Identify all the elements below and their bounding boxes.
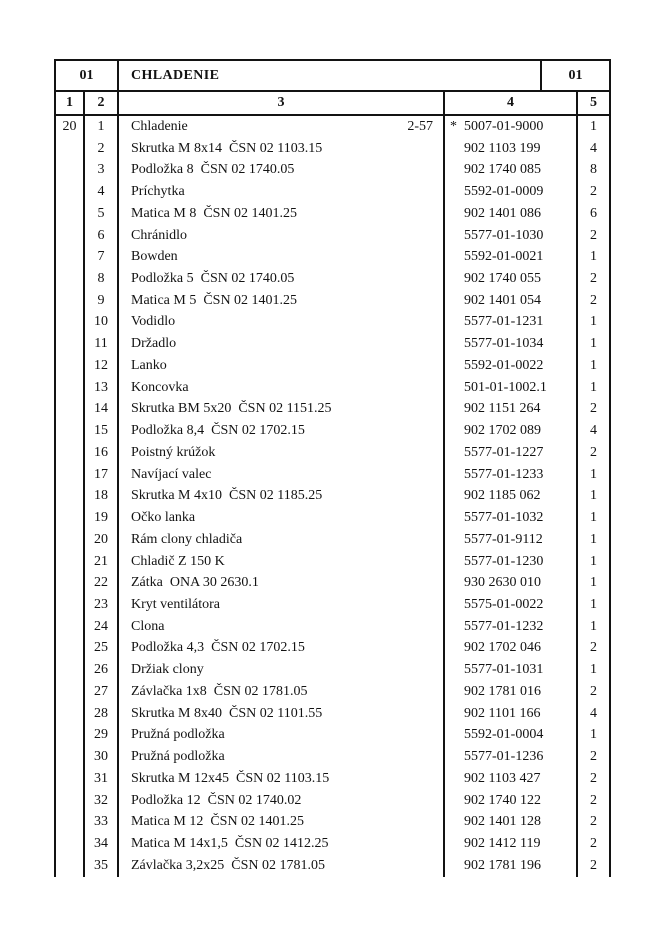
cell-part-number xyxy=(445,159,578,181)
cell-group-number: 20 xyxy=(56,116,85,138)
column-header-row xyxy=(54,92,611,116)
cell-description xyxy=(119,442,445,464)
cell-quantity: 4 xyxy=(590,423,597,439)
cell-group-number xyxy=(56,594,85,616)
cell-part-number xyxy=(445,246,578,268)
cell-description xyxy=(119,725,445,747)
cell-group-number xyxy=(56,725,85,747)
table-row xyxy=(56,812,609,834)
part-number: 902 1401 086 xyxy=(464,205,541,221)
cell-group-number xyxy=(56,572,85,594)
table-row xyxy=(56,768,609,790)
cell-item-number: 24 xyxy=(85,616,119,638)
column-header-1: 1 xyxy=(56,92,85,114)
cell-part-number xyxy=(445,203,578,225)
table-row xyxy=(56,594,609,616)
table-row xyxy=(56,572,609,594)
cell-description xyxy=(119,485,445,507)
cell-group-number xyxy=(56,681,85,703)
part-number: 5592-01-0021 xyxy=(464,249,544,265)
cell-group-number xyxy=(56,464,85,486)
table-row xyxy=(56,485,609,507)
cell-item-number: 17 xyxy=(85,464,119,486)
table-row xyxy=(56,290,609,312)
part-description: Skrutka BM 5x20 ČSN 02 1151.25 xyxy=(131,401,332,417)
part-number: 902 1781 016 xyxy=(464,683,541,699)
part-description: Vodidlo xyxy=(131,314,176,330)
cell-quantity: 2 xyxy=(590,184,597,200)
table-row xyxy=(56,746,609,768)
part-description: Pružná podložka xyxy=(131,749,225,765)
cell-part-number xyxy=(445,420,578,442)
part-number: 902 1151 264 xyxy=(464,401,541,417)
table-row xyxy=(56,268,609,290)
part-number: 5592-01-0022 xyxy=(464,357,544,373)
part-description: Pružná podložka xyxy=(131,727,225,743)
cell-part-number xyxy=(445,312,578,334)
cell-item-number: 7 xyxy=(85,246,119,268)
cell-quantity: 1 xyxy=(590,357,597,373)
cell-part-number xyxy=(445,833,578,855)
part-number: 930 2630 010 xyxy=(464,575,541,591)
cell-item-number: 22 xyxy=(85,572,119,594)
part-number: 5577-01-1233 xyxy=(464,466,544,482)
part-description: Skrutka M 12x45 ČSN 02 1103.15 xyxy=(131,770,330,786)
cell-part-number xyxy=(445,116,578,138)
part-number: 5007-01-9000 xyxy=(464,118,544,134)
cell-quantity: 4 xyxy=(590,140,597,156)
cell-description xyxy=(119,703,445,725)
column-header-2: 2 xyxy=(85,92,119,114)
table-row xyxy=(56,638,609,660)
part-number: 902 1412 119 xyxy=(464,836,541,852)
cell-description xyxy=(119,181,445,203)
part-description: Podložka 8 ČSN 02 1740.05 xyxy=(131,162,295,178)
part-description: Matica M 12 ČSN 02 1401.25 xyxy=(131,814,305,830)
cell-description xyxy=(119,855,445,877)
cell-quantity: 2 xyxy=(590,857,597,873)
cell-description xyxy=(119,333,445,355)
cell-part-number xyxy=(445,290,578,312)
cell-group-number xyxy=(56,420,85,442)
part-description: Závlačka 1x8 ČSN 02 1781.05 xyxy=(131,683,308,699)
part-description: Navíjací valec xyxy=(131,466,212,482)
table-row xyxy=(56,855,609,877)
cell-description xyxy=(119,681,445,703)
table-row xyxy=(56,377,609,399)
cell-group-number xyxy=(56,399,85,421)
cell-description xyxy=(119,159,445,181)
cell-description xyxy=(119,594,445,616)
part-number: 902 1740 055 xyxy=(464,271,541,286)
cell-quantity: 1 xyxy=(590,510,597,526)
cell-item-number: 29 xyxy=(85,725,119,747)
table-row xyxy=(56,246,609,268)
cell-part-number xyxy=(445,181,578,203)
cell-quantity: 2 xyxy=(590,814,597,830)
part-description: Lanko xyxy=(131,357,167,373)
cell-part-number xyxy=(445,464,578,486)
cell-item-number: 27 xyxy=(85,681,119,703)
cell-quantity: 1 xyxy=(590,575,597,591)
part-number: 5577-01-9112 xyxy=(464,531,543,547)
cell-group-number xyxy=(56,659,85,681)
cell-description xyxy=(119,616,445,638)
cell-quantity: 8 xyxy=(590,162,597,178)
page-code-right: 01 xyxy=(568,67,583,83)
cell-description xyxy=(119,246,445,268)
part-description: Závlačka 3,2x25 ČSN 02 1781.05 xyxy=(131,857,326,873)
cell-group-number xyxy=(56,246,85,268)
cell-item-number: 3 xyxy=(85,159,119,181)
table-row xyxy=(56,659,609,681)
table-row xyxy=(56,616,609,638)
cell-group-number xyxy=(56,181,85,203)
cell-group-number xyxy=(56,355,85,377)
cell-part-number xyxy=(445,551,578,573)
cell-description xyxy=(119,420,445,442)
cell-part-number xyxy=(445,681,578,703)
cell-description xyxy=(119,203,445,225)
part-number: 902 1702 046 xyxy=(464,640,541,656)
cell-item-number: 9 xyxy=(85,290,119,312)
cell-item-number: 30 xyxy=(85,746,119,768)
part-number: 5592-01-0009 xyxy=(464,184,544,200)
cell-part-number xyxy=(445,703,578,725)
part-number: 902 1185 062 xyxy=(464,488,541,504)
cell-description xyxy=(119,638,445,660)
table-row xyxy=(56,116,609,138)
cell-group-number xyxy=(56,442,85,464)
cell-item-number: 16 xyxy=(85,442,119,464)
cell-quantity: 1 xyxy=(590,597,597,613)
cell-description xyxy=(119,290,445,312)
cell-group-number xyxy=(56,138,85,160)
cell-item-number: 13 xyxy=(85,377,119,399)
cell-group-number xyxy=(56,638,85,660)
cell-quantity: 1 xyxy=(590,379,597,395)
part-description: Matica M 14x1,5 ČSN 02 1412.25 xyxy=(131,836,329,852)
table-row xyxy=(56,355,609,377)
part-description: Podložka 5 ČSN 02 1740.05 xyxy=(131,271,295,286)
cell-item-number: 8 xyxy=(85,268,119,290)
column-header-4: 4 xyxy=(445,92,578,114)
cell-quantity: 1 xyxy=(590,662,597,678)
cell-group-number xyxy=(56,485,85,507)
table-row xyxy=(56,138,609,160)
cell-quantity: 6 xyxy=(590,205,597,221)
part-number: 902 1702 089 xyxy=(464,423,541,439)
table-row xyxy=(56,551,609,573)
part-number: 5592-01-0004 xyxy=(464,727,544,743)
cell-item-number: 32 xyxy=(85,790,119,812)
cell-quantity: 1 xyxy=(590,553,597,569)
cell-item-number: 35 xyxy=(85,855,119,877)
cell-part-number xyxy=(445,485,578,507)
cell-description xyxy=(119,225,445,247)
cell-description xyxy=(119,529,445,551)
cell-description xyxy=(119,768,445,790)
cell-group-number xyxy=(56,746,85,768)
cell-quantity: 2 xyxy=(590,271,597,286)
part-description: Matica M 8 ČSN 02 1401.25 xyxy=(131,205,298,221)
cell-item-number: 19 xyxy=(85,507,119,529)
cell-description xyxy=(119,116,445,138)
part-description: Skrutka M 4x10 ČSN 02 1185.25 xyxy=(131,488,323,504)
part-number: 5577-01-1230 xyxy=(464,553,544,569)
cell-quantity: 1 xyxy=(590,249,597,265)
table-row xyxy=(56,399,609,421)
part-number: 902 1740 122 xyxy=(464,792,541,808)
cell-group-number xyxy=(56,377,85,399)
table-row xyxy=(56,225,609,247)
part-number: 902 1103 427 xyxy=(464,770,541,786)
cell-part-number xyxy=(445,746,578,768)
table-row xyxy=(56,681,609,703)
cell-item-number: 14 xyxy=(85,399,119,421)
cell-quantity: 2 xyxy=(590,770,597,786)
cell-group-number xyxy=(56,812,85,834)
cell-group-number xyxy=(56,268,85,290)
cell-part-number xyxy=(445,855,578,877)
cell-description xyxy=(119,138,445,160)
cell-part-number xyxy=(445,616,578,638)
part-number: 5577-01-1031 xyxy=(464,662,544,678)
cell-quantity: 1 xyxy=(590,488,597,504)
cell-quantity: 2 xyxy=(590,227,597,243)
cell-part-number xyxy=(445,594,578,616)
column-header-3: 3 xyxy=(119,92,445,114)
cell-quantity: 2 xyxy=(590,292,597,308)
cell-item-number: 1 xyxy=(85,116,119,138)
asterisk-marker: * xyxy=(450,118,457,134)
part-number: 5577-01-1232 xyxy=(464,618,544,634)
cell-item-number: 26 xyxy=(85,659,119,681)
table-row xyxy=(56,420,609,442)
cell-item-number: 15 xyxy=(85,420,119,442)
part-description: Skrutka M 8x40 ČSN 02 1101.55 xyxy=(131,705,323,721)
part-description: Poistný krúžok xyxy=(131,444,216,460)
part-description: Chladenie xyxy=(131,118,188,134)
part-number: 5577-01-1236 xyxy=(464,749,544,765)
cell-quantity: 1 xyxy=(590,531,597,547)
part-number: 5577-01-1231 xyxy=(464,314,544,330)
cell-item-number: 28 xyxy=(85,703,119,725)
part-number: 5577-01-1034 xyxy=(464,336,544,352)
part-number: 5577-01-1032 xyxy=(464,510,544,526)
part-number: 902 1103 199 xyxy=(464,140,541,156)
cell-item-number: 18 xyxy=(85,485,119,507)
cell-part-number xyxy=(445,225,578,247)
cell-part-number xyxy=(445,725,578,747)
cell-part-number xyxy=(445,399,578,421)
cell-part-number xyxy=(445,138,578,160)
table-row xyxy=(56,159,609,181)
part-description: Podložka 12 ČSN 02 1740.02 xyxy=(131,792,302,808)
part-description: Chránidlo xyxy=(131,227,187,243)
cell-quantity: 2 xyxy=(590,401,597,417)
cell-item-number: 33 xyxy=(85,812,119,834)
cell-quantity: 1 xyxy=(590,727,597,743)
cell-part-number xyxy=(445,529,578,551)
cell-group-number xyxy=(56,833,85,855)
part-description: Skrutka M 8x14 ČSN 02 1103.15 xyxy=(131,140,323,156)
cell-quantity: 1 xyxy=(590,118,597,134)
table-row xyxy=(56,442,609,464)
part-description: Držiak clony xyxy=(131,662,204,678)
cell-description xyxy=(119,312,445,334)
cell-part-number xyxy=(445,768,578,790)
cell-description xyxy=(119,399,445,421)
part-number: 501-01-1002.1 xyxy=(464,379,547,395)
cell-quantity: 2 xyxy=(590,749,597,765)
part-description: Príchytka xyxy=(131,184,185,200)
part-description: Clona xyxy=(131,618,165,634)
cell-item-number: 6 xyxy=(85,225,119,247)
part-number: 5577-01-1227 xyxy=(464,444,544,460)
cell-group-number xyxy=(56,616,85,638)
cell-quantity: 2 xyxy=(590,792,597,808)
cell-item-number: 34 xyxy=(85,833,119,855)
cell-part-number xyxy=(445,638,578,660)
cell-description xyxy=(119,659,445,681)
cell-part-number xyxy=(445,333,578,355)
table-row xyxy=(56,312,609,334)
part-number: 902 1401 128 xyxy=(464,814,541,830)
cell-group-number xyxy=(56,312,85,334)
table-row xyxy=(56,703,609,725)
part-description: Očko lanka xyxy=(131,510,196,526)
part-description: Podložka 4,3 ČSN 02 1702.15 xyxy=(131,640,305,656)
cell-description xyxy=(119,790,445,812)
cell-description xyxy=(119,833,445,855)
cell-description xyxy=(119,812,445,834)
cell-item-number: 12 xyxy=(85,355,119,377)
cell-description xyxy=(119,551,445,573)
cell-group-number xyxy=(56,225,85,247)
table-row xyxy=(56,464,609,486)
cell-group-number xyxy=(56,855,85,877)
cell-item-number: 2 xyxy=(85,138,119,160)
part-number: 902 1401 054 xyxy=(464,292,541,308)
cell-group-number xyxy=(56,290,85,312)
part-number: 5577-01-1030 xyxy=(464,227,544,243)
cell-quantity: 4 xyxy=(590,705,597,721)
cell-group-number xyxy=(56,703,85,725)
cell-description xyxy=(119,746,445,768)
figure-reference: 2-57 xyxy=(407,118,433,134)
table-row xyxy=(56,333,609,355)
cell-item-number: 23 xyxy=(85,594,119,616)
table-row xyxy=(56,725,609,747)
part-description: Matica M 5 ČSN 02 1401.25 xyxy=(131,292,298,308)
cell-group-number xyxy=(56,529,85,551)
table-row xyxy=(56,790,609,812)
cell-item-number: 10 xyxy=(85,312,119,334)
cell-item-number: 21 xyxy=(85,551,119,573)
cell-quantity: 1 xyxy=(590,314,597,330)
table-title-row xyxy=(54,59,611,92)
cell-part-number xyxy=(445,268,578,290)
table-row xyxy=(56,203,609,225)
cell-item-number: 4 xyxy=(85,181,119,203)
part-description: Zátka ONA 30 2630.1 xyxy=(131,575,259,591)
cell-quantity: 2 xyxy=(590,444,597,460)
cell-quantity: 1 xyxy=(590,618,597,634)
cell-group-number xyxy=(56,551,85,573)
part-description: Podložka 8,4 ČSN 02 1702.15 xyxy=(131,423,305,439)
cell-group-number xyxy=(56,507,85,529)
part-number: 902 1781 196 xyxy=(464,857,541,873)
cell-group-number xyxy=(56,203,85,225)
cell-description xyxy=(119,572,445,594)
part-number: 5575-01-0022 xyxy=(464,597,544,613)
column-header-5: 5 xyxy=(590,95,597,110)
cell-group-number xyxy=(56,333,85,355)
part-description: Bowden xyxy=(131,249,178,265)
table-row xyxy=(56,507,609,529)
cell-description xyxy=(119,355,445,377)
cell-item-number: 20 xyxy=(85,529,119,551)
cell-item-number: 25 xyxy=(85,638,119,660)
cell-description xyxy=(119,268,445,290)
cell-part-number xyxy=(445,355,578,377)
cell-part-number xyxy=(445,442,578,464)
cell-item-number: 5 xyxy=(85,203,119,225)
cell-quantity: 2 xyxy=(590,836,597,852)
cell-quantity: 1 xyxy=(590,466,597,482)
cell-group-number xyxy=(56,159,85,181)
cell-part-number xyxy=(445,812,578,834)
section-title: CHLADENIE xyxy=(119,61,542,90)
table-row xyxy=(56,529,609,551)
cell-quantity: 2 xyxy=(590,640,597,656)
part-description: Kryt ventilátora xyxy=(131,597,221,613)
cell-part-number xyxy=(445,507,578,529)
cell-group-number xyxy=(56,768,85,790)
part-number: 902 1740 085 xyxy=(464,162,541,178)
part-number: 902 1101 166 xyxy=(464,705,541,721)
cell-description xyxy=(119,507,445,529)
cell-description xyxy=(119,377,445,399)
cell-group-number xyxy=(56,790,85,812)
cell-item-number: 31 xyxy=(85,768,119,790)
cell-item-number: 11 xyxy=(85,333,119,355)
table-row xyxy=(56,181,609,203)
part-description: Koncovka xyxy=(131,379,189,395)
cell-part-number xyxy=(445,659,578,681)
cell-part-number xyxy=(445,572,578,594)
cell-quantity: 2 xyxy=(590,683,597,699)
cell-description xyxy=(119,464,445,486)
part-description: Držadlo xyxy=(131,336,177,352)
part-description: Rám clony chladiča xyxy=(131,531,243,547)
table-row xyxy=(56,833,609,855)
table-body xyxy=(54,116,611,877)
cell-quantity: 1 xyxy=(590,336,597,352)
parts-table xyxy=(54,59,611,877)
part-description: Chladič Z 150 K xyxy=(131,553,225,569)
cell-part-number xyxy=(445,790,578,812)
cell-part-number xyxy=(445,377,578,399)
page-code-left: 01 xyxy=(56,61,119,90)
